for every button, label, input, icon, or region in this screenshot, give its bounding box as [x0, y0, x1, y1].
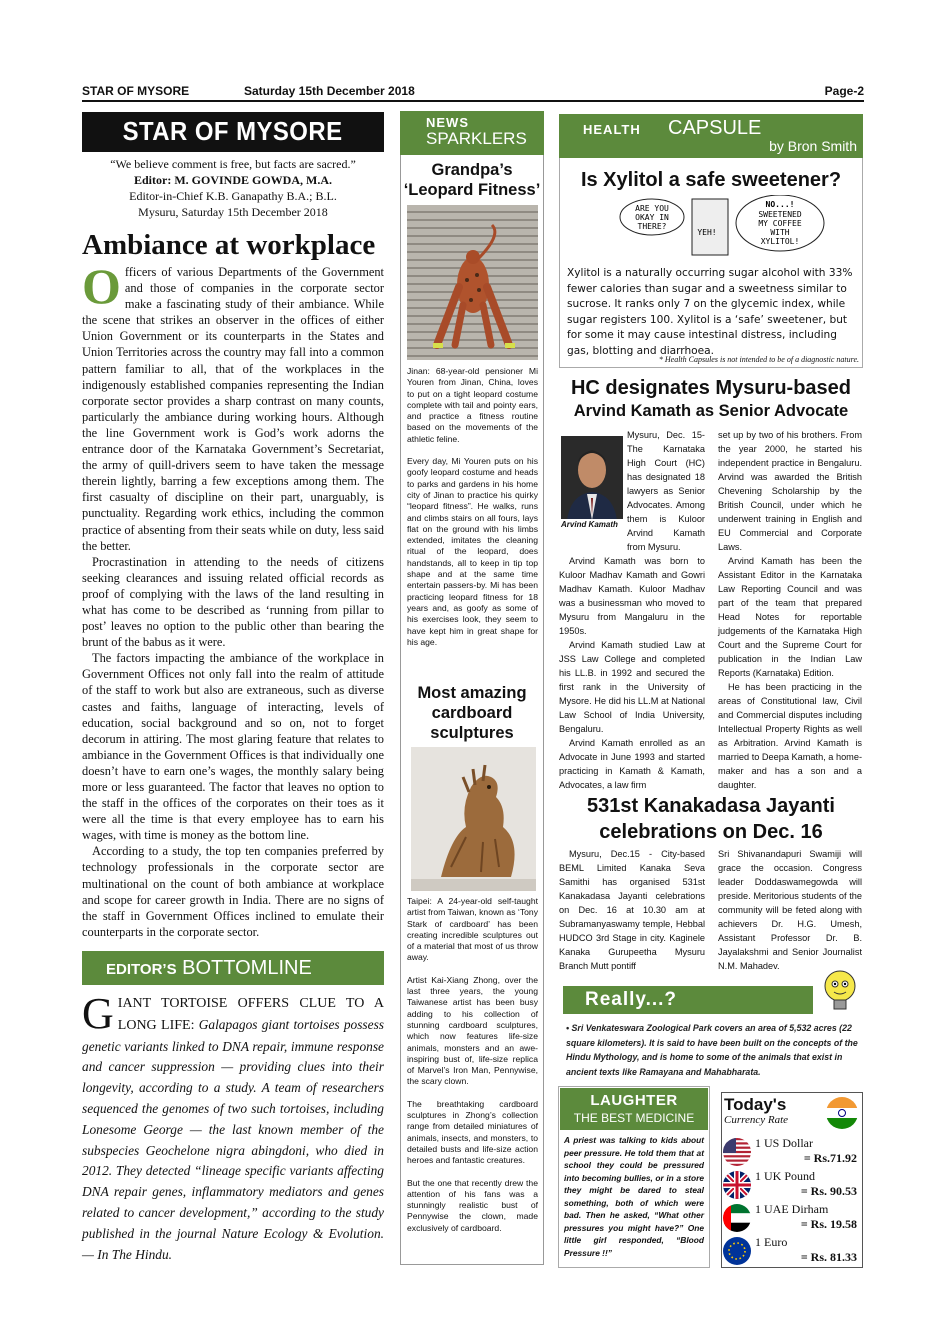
header-page-number: Page-2 — [824, 84, 864, 98]
kanakadasa-text: Sri Shivanandapuri Swamiji will grace the occasion. Congress leader Doddaswamegowda will preside. Meritorious students of the community will be feted along with achievers Dr. H.G. Umesh, Assistant Professor Dr. B. Jayalakshmi and Senior Journalist N.M. Mahadev. — [718, 849, 862, 971]
news-story1-caption: Jinan: 68-year-old pensioner Mi Youren from Jinan, China, loves to put on a tight leopard costume complete with tail and pointy ears, and practice a fitness routine based on the movements of the athletic feline. — [407, 366, 538, 444]
bottomline-text: Galapagos giant tortoises possess genetic variants linked to DNA repair, immune response and cancer suppression — providing clues into their longevity, according to a study. A team of researchers sequenced the genomes of two such tortoises, including Lonesome George — the last known member of the subspecies Geochelone nigra abingdoni, who died in 2012. They detected “lineage specific variants affecting DNA repair genes, inflammatory mediators and genes related to cancer development,” according to the study published in the journal Nature Ecology & Evolution. — In The Hindu. — [82, 1016, 384, 1262]
news-label-a: NEWS — [426, 115, 469, 130]
bottomline-body — [82, 989, 384, 1265]
cartoon-right-line: NO...! — [765, 200, 795, 209]
kanakadasa-headline-line: 531st Kanakadasa Jayanti — [587, 795, 835, 817]
kanakadasa-headline — [559, 793, 863, 845]
kanakadasa-column-1 — [559, 847, 705, 973]
really-text: • Sri Venkateswara Zoological Park covers an area of 5,532 acres (22 square kilometers). It is said to have been built on the concepts of the Hindu Mythology, and is home to some of the animals that exist in ancient texts like Ramayana and Mahabharata. — [566, 1023, 858, 1077]
editorial-paragraph: The factors impacting the ambiance of the workplace in Government Offices not only fall into the realm of attitude of the staff to work but also are extraneous, such as diverse castes and faiths, language of interacting, levels of education, social background and so on, not to forget decorum in attiring. The most glaring feature that relates to ambiance in the Government Offices is that individually one doesn’t have to earn one’s wages, the monthly salary being more or less guaranteed. The factor that leaves no option to the staff in the offices of the corporates on their toes as it were all the time is that every employee has to earn his wages, with time is money as the bottom line. — [82, 651, 384, 843]
us-flag-icon — [723, 1138, 751, 1166]
cartoon-middle-text: YEH! — [697, 228, 717, 237]
bottomline-label-a: EDITOR’S — [106, 961, 177, 978]
laughter-text: A priest was talking to kids about peer pressure. He told them that at school they could be pressured into becoming bullies, or in a store they might be dared to steal something, both of which were bad. Then he asked, “What other pressures you might have?” One little girl responded, “Blood Pressure !!” — [564, 1135, 704, 1258]
masthead-info — [82, 156, 384, 220]
cartoon-right-line: SWEETENED — [758, 210, 802, 219]
currency-value: = Rs.71.92 — [803, 1151, 857, 1165]
cartoon-right-line: WITH — [770, 228, 790, 237]
news-banner — [400, 111, 544, 155]
arvind-kamath-photo-caption: Arvind Kamath — [561, 519, 623, 531]
masthead-title: STAR OF MYSORE — [123, 116, 343, 146]
currency-name: 1 US Dollar — [755, 1136, 813, 1150]
currency-value: = Rs. 90.53 — [800, 1184, 857, 1198]
news-story2-paragraph: But the one that recently drew the attention of his fans was a stunningly realistic bust of Pennywise the clown, made exclusively of cardboard. — [407, 1177, 538, 1233]
editorial-paragraph: Procrastination in attending to the needs of citizens seeking clearances and issuing related official records as proof of complying with the laws of the land resulting in what has come to be described as ‘running from pillar to post’ leaves no option to the public other than bearing the brunt of the babus as it were. — [82, 554, 384, 650]
news-story2-title-line: Most amazing — [417, 684, 527, 702]
news-story2-title-line: cardboard — [431, 704, 513, 722]
bottomline-label-b: BOTTOMLINE — [182, 957, 312, 979]
health-note: * Health Capsules is not intended to be of a diagnostic nature. — [658, 355, 859, 364]
hc-headline-line: HC designates Mysuru-based — [570, 377, 852, 399]
news-story1-title-line: ‘Leopard Fitness’ — [403, 181, 541, 199]
india-flag-icon — [826, 1097, 858, 1129]
masthead-editor-in-chief: Editor-in-Chief K.B. Ganapathy B.A.; B.L. — [129, 189, 337, 203]
kanakadasa-text: Mysuru, Dec.15 - City-based BEML Limited Kanaka Seva Samithi has organised 531st Kanakadasa Jayanti celebrations on Dec. 16 at 10.30 am at Subramanyaswamy temple, Hebbal HUDCO 3rd Stage in city. Kaginele Kanaka Gurupeetha Mysuru Branch Mutt pontiff — [559, 849, 705, 971]
news-story2-title — [402, 683, 542, 743]
really-banner: Really...? — [563, 986, 813, 1014]
hc-headline-line: Arvind Kamath as Senior Advocate — [573, 402, 849, 420]
hc-paragraph: Arvind Kamath studied Law at JSS Law College and completed his LL.B. in 1992 and secured the first rank in the University of Mysore. He did his LL.M at National Law School of India University, Bengaluru. — [559, 640, 705, 734]
health-title: Is Xylitol a safe sweetener? — [580, 169, 842, 191]
masthead-motto: “We believe comment is free, but facts are sacred.” — [110, 157, 356, 171]
cartoon-left-line: OKAY IN — [635, 213, 669, 222]
currency-row-eur — [721, 1235, 863, 1268]
kanakadasa-column-2 — [718, 847, 862, 973]
editorial-title: Ambiance at workplace — [82, 229, 376, 261]
currency-subtitle: Currency Rate — [724, 1114, 789, 1126]
lightbulb-icon — [818, 966, 862, 1016]
health-label-a: HEALTH — [583, 122, 641, 137]
cartoon-right-line: XYLITOL! — [760, 237, 800, 246]
currency-value: = Rs. 81.33 — [800, 1250, 857, 1264]
news-story1-title — [402, 160, 542, 200]
header-date: Saturday 15th December 2018 — [244, 84, 415, 98]
hc-paragraph: Arvind Kamath enrolled as an Advocate in June 1993 and started practicing in Kamath & Kamath, Advocates, a law firm — [559, 738, 705, 790]
cartoon-left-line: ARE YOU — [635, 204, 669, 213]
hc-column-1 — [559, 428, 705, 792]
hc-paragraph: Arvind Kamath has been the Assistant Editor in the Karnataka Law Reporting Council and was part of the team that prepared Head Notes for reportable judgements of the Karnataka High Court and the Supreme Court for publication in the Indian Law Reports (Karnataka) Edition. — [718, 556, 862, 678]
currency-row-aed — [721, 1202, 863, 1235]
news-story2-caption: Taipei: A 24-year-old self-taught artist from Taiwan, known as ‘Tony Stark of cardboard’ has been creating incredible sculptures out of a material that most of us throw away. — [407, 896, 538, 963]
hc-paragraph: set up by two of his brothers. From the year 2000, he started his independent practice in Bengaluru. Arvind was awarded the British Chevening Scholarship by the British Council, under which he underwent training in English and EU Commercial and Corporate Laws. — [718, 430, 862, 552]
header-rule — [82, 100, 864, 102]
health-body: Xylitol is a naturally occurring sugar alcohol with 33% fewer calories than sugar and a sweetness similar to sucrose. It ranks only 7 on the glycemic index, while sugar registers 100. Xylitol is a ‘safe’ sweetener, but for some it may cause intestinal distress, including gas, blotting and diarrhoea. — [567, 267, 853, 357]
editorial-paragraph: According to a study, the top ten companies preferred by technology professionals in the corporate sector are multinational on the count of both ambiance at workplace and scope for career growth in India. There are no signs of the staff in Government Offices inclined to emulate their counterparts in the corporate sector. — [82, 844, 384, 939]
leopard-photo — [407, 205, 538, 360]
hc-paragraph: Arvind Kamath was born to Kuloor Madhav Kamath and Gowri Madhav Kamath. Kuloor Madhav was a businessman who moved to Mysuru from Mangaluru in the 1950s. — [559, 556, 705, 636]
news-story2-paragraph: Artist Kai-Xiang Zhong, over the last three years, the young Taiwanese artist has been busy adding to his collection of stunning cardboard sculptures, which now features life-size animals, monsters and an awe-inspiring bust of, life-size replica of Marvel’s Iron Man, Pennywise, the scary clown. — [407, 974, 538, 1087]
eu-flag-icon — [723, 1237, 751, 1265]
news-story1-title-line: Grandpa’s — [431, 161, 513, 179]
cardboard-sculpture-photo — [411, 747, 536, 891]
hc-lead: Mysuru, Dec. 15- The Karnataka High Court (HC) has designated 18 lawyers as Senior Advocates. Among them is Kuloor Arvind Kamath from Mysuru. — [627, 430, 705, 552]
news-label-b: SPARKLERS — [426, 129, 527, 148]
editorial-paragraph — [82, 258, 384, 554]
currency-title: Today's — [724, 1095, 787, 1114]
hc-headline — [559, 376, 863, 422]
currency-name: 1 UK Pound — [755, 1169, 816, 1183]
masthead-dateline: Mysuru, Saturday 15th December 2018 — [138, 205, 328, 219]
editorial-body — [82, 258, 384, 940]
health-banner — [559, 114, 863, 158]
health-label-b: CAPSULE — [668, 117, 762, 139]
currency-name: 1 Euro — [755, 1235, 788, 1249]
uk-flag-icon — [723, 1171, 751, 1199]
kanakadasa-headline-line: celebrations on Dec. 16 — [599, 821, 823, 843]
bottomline-dropcap: G — [82, 989, 114, 1038]
hc-paragraph: He has been practicing in the areas of Constitutional law, Civil and Commercial disputes including Intellectual Property Rights as well as Arbitration. Arvind Kamath is married to Deepa Kamath, a home-maker and has a son and a daughter. — [718, 682, 863, 790]
header-paper-name: STAR OF MYSORE — [82, 84, 190, 98]
laughter-label-b: THE BEST MEDICINE — [573, 1111, 695, 1125]
masthead — [82, 112, 384, 152]
news-story1-body: Every day, Mi Youren puts on his goofy leopard costume and heads to parks and gardens in his home city of Jinan to practice his quirky “leopard fitness”. He walks, runs and climbs stairs on all fours, lays flat on the ground with his limbs extended, imitates the cleaning ritual of the leopard, does handstands, all to keep in tip top shape and at the same time entertain passers-by. Mi has been practicing leopard fitness for 18 years and, as goofy as some of his exercises look, they seem to have kept him in great shape for his age. — [407, 456, 538, 647]
uae-flag-icon — [723, 1204, 751, 1232]
health-cartoon — [612, 195, 860, 257]
bottomline-banner — [82, 951, 384, 985]
news-story2-paragraph: The breathtaking cardboard sculptures in Zhong’s collection range from detailed miniatures of animals, insects, and monsters, to detailed busts and life-size action heroes and fantastic creatures. — [407, 1098, 538, 1166]
news-story2-title-line: sculptures — [430, 724, 514, 742]
news-story1-text — [407, 366, 538, 659]
cartoon-left-line: THERE? — [637, 222, 667, 231]
bottomline-lead: IANT TORTOISE OFFERS CLUE TO A LONG LIFE: — [117, 996, 384, 1033]
editorial-dropcap: O — [82, 258, 121, 314]
hc-column-2 — [718, 428, 862, 792]
currency-name: 1 UAE Dirham — [755, 1202, 829, 1216]
currency-row-usd — [721, 1136, 863, 1169]
masthead-editor: Editor: M. GOVINDE GOWDA, M.A. — [134, 173, 332, 187]
health-byline: by Bron Smith — [769, 138, 857, 154]
laughter-label-a: LAUGHTER — [590, 1092, 678, 1109]
laughter-banner — [560, 1088, 708, 1130]
currency-row-gbp — [721, 1169, 863, 1202]
editorial-text: fficers of various Departments of the Government and those of companies in the corporate sector make a fascinating study of their ambiance. While the scene that strikes an observer in the offices of either Union Government or its counterparts in the States and Union Territories across the country may fall into a common pattern familiar to all, that of the workplaces in the indigenously established companies representing the Indian corporate sector provides a sharp contrast on many counts, particularly the ambiance during working hours. Although the line Government work is God’s work adorns the entrance door of the Karnataka Government’s Secretariat, the army of quill-drivers seem to have taken the message therein lightly, barring a few exceptions among them. The first casualty of discipline on their part, unarguably, is punctuality. Regarding work ethics, including the common practice of absenting from their seats while on duty, less said the better. — [82, 265, 384, 553]
currency-value: = Rs. 19.58 — [800, 1217, 857, 1231]
cartoon-right-line: MY COFFEE — [758, 219, 802, 228]
news-story2-text — [407, 896, 538, 1245]
